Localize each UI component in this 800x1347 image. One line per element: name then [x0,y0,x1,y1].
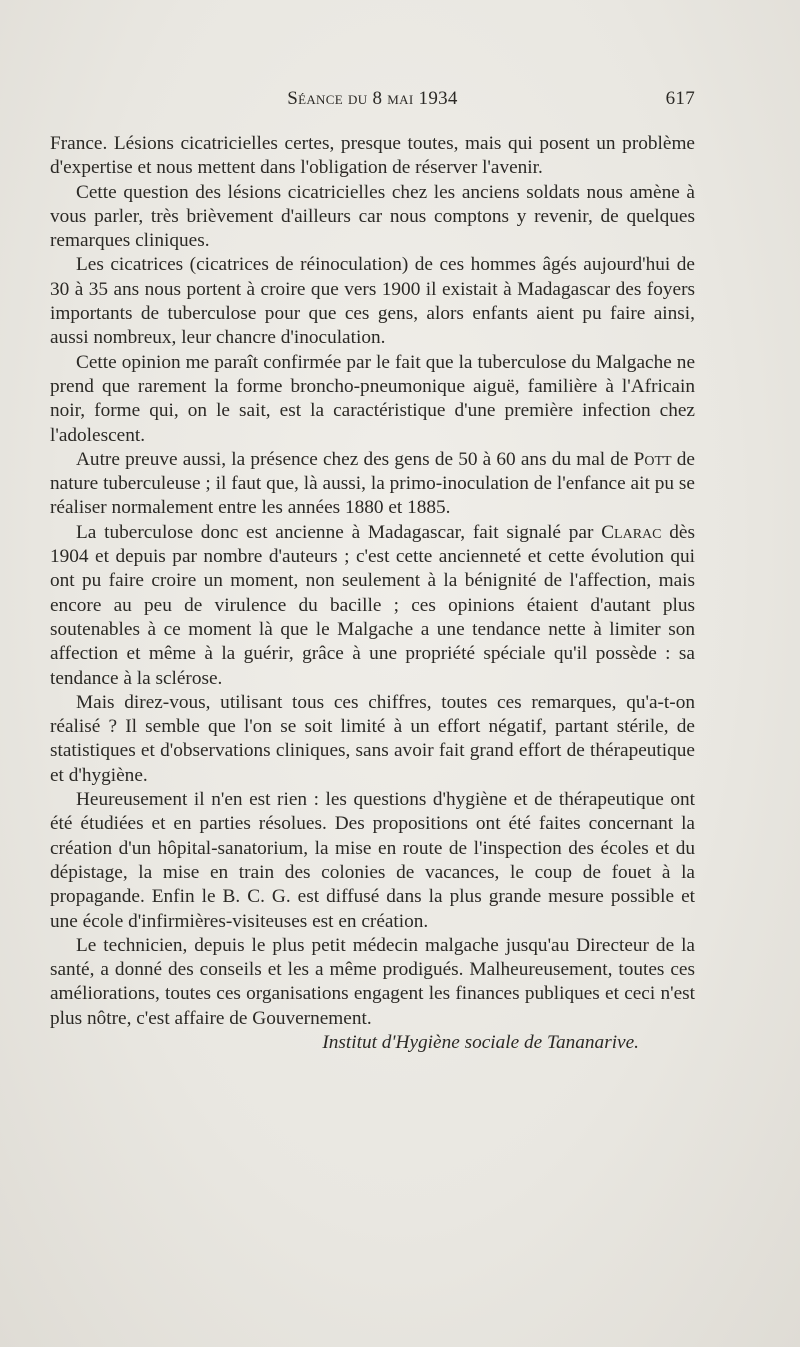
paragraph: France. Lésions cicatricielles certes, presque toutes, mais qui posent un problème d'expertise et nous mettent dans l'obligation de réserver l'avenir. [50,133,695,179]
paragraph [50,521,695,691]
running-head [50,88,695,114]
paragraph: Cette question des lésions cicatricielles chez les anciens soldats nous amène à vous parler, très brièvement d'ailleurs car nous comptons y revenir, de quelques remarques cliniques. [50,181,695,252]
paragraph: Le technicien, depuis le plus petit médecin malgache jusqu'au Directeur de la santé, a donné des conseils et les a même prodigués. Malheureusement, toutes ces améliorations, toutes ces organisations engagent les finances publiques et ceci n'est plus nôtre, c'est affaire de Gouvernement. [50,934,695,1029]
paragraph: Les cicatrices (cicatrices de réinoculation) de ces hommes âgés aujourd'hui de 30 à 35 ans nous portent à croire que vers 1900 il existait à Madagascar des foyers importants de tuberculose pour que ces gens, alors enfants aient pu faire ainsi, aussi nombreux, leur chancre d'inoculation. [50,254,695,349]
page-number: 617 [665,88,695,109]
paragraph [50,448,695,521]
signature: Institut d'Hygiène sociale de Tananarive. [322,1031,639,1053]
paragraph: Heureusement il n'en est rien : les questions d'hygiène et de thérapeutique ont été étudiées et en parties résolues. Des propositions ont été faites concernant la création d'un hôpital-sanatorium, la mise en route de l'inspection des écoles et du dépistage, la mise en train des colonies de vacances, le coup de fouet à la propagande. Enfin le B. C. G. est diffusé dans la plus grande mesure possible et une école d'infirmières-visiteuses est en création. [50,789,695,932]
paragraph-text: La tuberculose donc est ancienne à Madagascar, fait signalé par [76,521,602,543]
paragraph: Mais direz-vous, utilisant tous ces chiffres, toutes ces remarques, qu'a-t-on réalisé ? Il semble que l'on se soit limité à un effort négatif, partant stérile, de statistiques et d'observations cliniques, sans avoir fait grand effort de thérapeutique et d'hygiène. [50,691,695,786]
paragraph-text: Autre preuve aussi, la présence chez des gens de 50 à 60 ans du mal de [76,448,634,470]
author-name: Pott [633,448,672,470]
body-text [50,132,695,1055]
paragraph-text: dès 1904 et depuis par nombre d'auteurs ; c'est cette ancienneté et cette évolution qui ont pu faire croire un moment, non seulement à la bénignité de l'affection, mais encore au peu de virulence du bacille ; ces opinions étaient d'autant plus soutenables à ce moment là que le Malgache a une tendance nette à limiter son affection et même à la guérir, grâce à une propriété spéciale qu'il possède : sa tendance à la sclérose. [50,521,695,689]
running-title: Séance du 8 mai 1934 [287,88,458,109]
paragraph: Cette opinion me paraît confirmée par le fait que la tuberculose du Malgache ne prend que rarement la forme broncho-pneumonique aiguë, familière à l'Africain noir, forme qui, on le sait, est la caractéristique d'une première infection chez l'adolescent. [50,351,695,446]
paragraph-text: de nature tuberculeuse ; il faut que, là aussi, la primo-inoculation de l'enfance ait pu se réaliser normalement entre les années 1880 et 1885. [50,448,695,519]
author-name: Clarac [601,521,662,543]
